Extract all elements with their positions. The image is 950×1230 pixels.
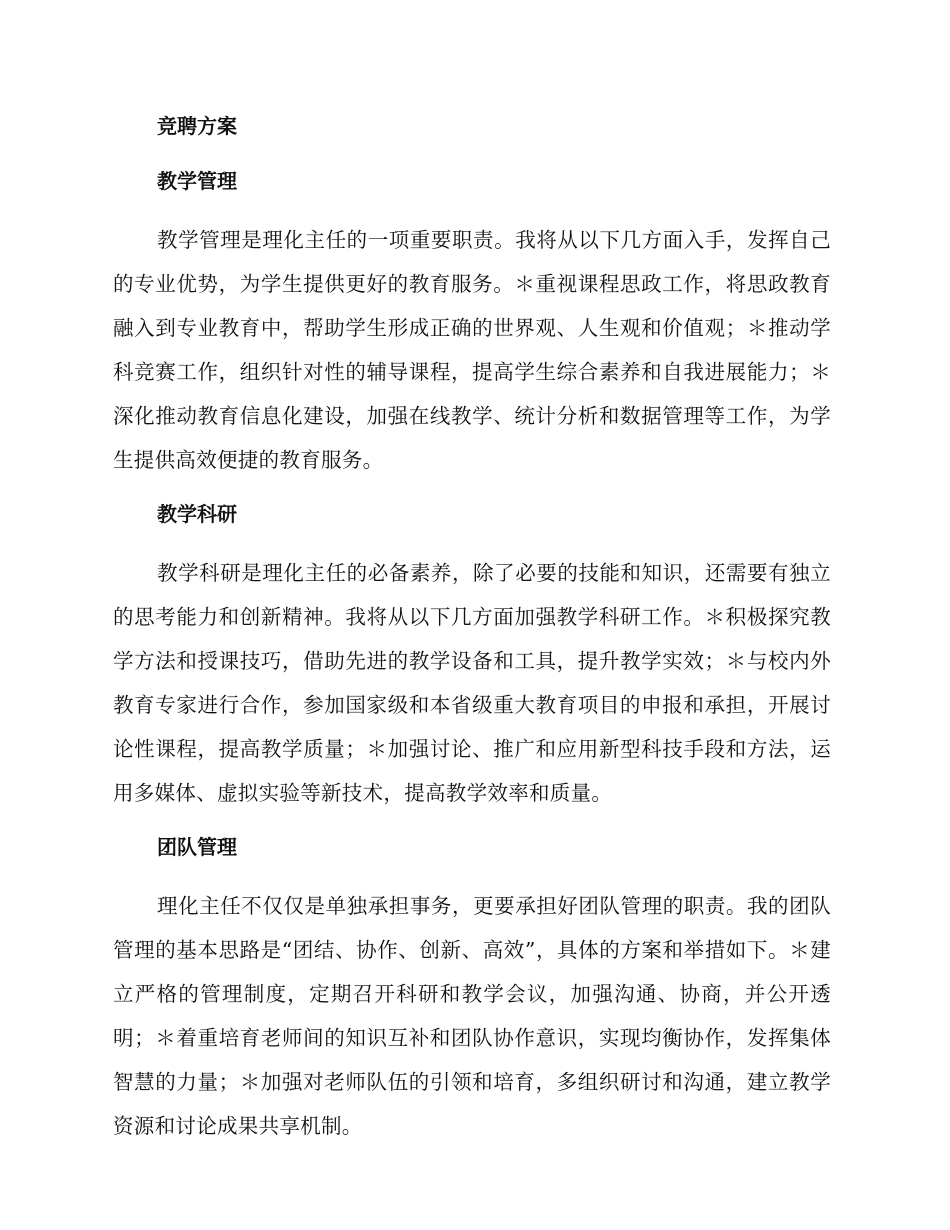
document-title: 竞聘方案: [157, 114, 237, 138]
section-heading-team-management: 团队管理: [157, 835, 237, 859]
section-paragraph-team-management: 理化主任不仅仅是单独承担事务，更要承担好团队管理的职责。我的团队管理的基本思路是“团结、协作、创新、高效”，具体的方案和举措如下。＊建立严格的管理制度，定期召开科研和教学会议，加强沟通、协商，并公开透明；＊着重培育老师间的知识互补和团队协作意识，实现均衡协作，发挥集体智慧的力量；＊加强对老师队伍的引领和培育，多组织研讨和沟通，建立教学资源和讨论成果共享机制。: [113, 894, 831, 1138]
section-heading-teaching-research: 教学科研: [157, 502, 237, 526]
document-content: [113, 104, 831, 1158]
section-paragraph-teaching-management: 教学管理是理化主任的一项重要职责。我将从以下几方面入手，发挥自己的专业优势，为学生提供更好的教育服务。＊重视课程思政工作，将思政教育融入到专业教育中，帮助学生形成正确的世界观、人生观和价值观；＊推动学科竞赛工作，组织针对性的辅导课程，提高学生综合素养和自我进展能力；＊深化推动教育信息化建设，加强在线教学、统计分析和数据管理等工作，为学生提供高效便捷的教育服务。: [113, 228, 831, 472]
section-paragraph-teaching-research: 教学科研是理化主任的必备素养，除了必要的技能和知识，还需要有独立的思考能力和创新精神。我将从以下几方面加强教学科研工作。＊积极探究教学方法和授课技巧，借助先进的教学设备和工具，提升教学实效；＊与校内外教育专家进行合作，参加国家级和本省级重大教育项目的申报和承担，开展讨论性课程，提高教学质量；＊加强讨论、推广和应用新型科技手段和方法，运用多媒体、虚拟实验等新技术，提高教学效率和质量。: [113, 561, 831, 805]
section-heading-teaching-management: 教学管理: [157, 169, 237, 193]
